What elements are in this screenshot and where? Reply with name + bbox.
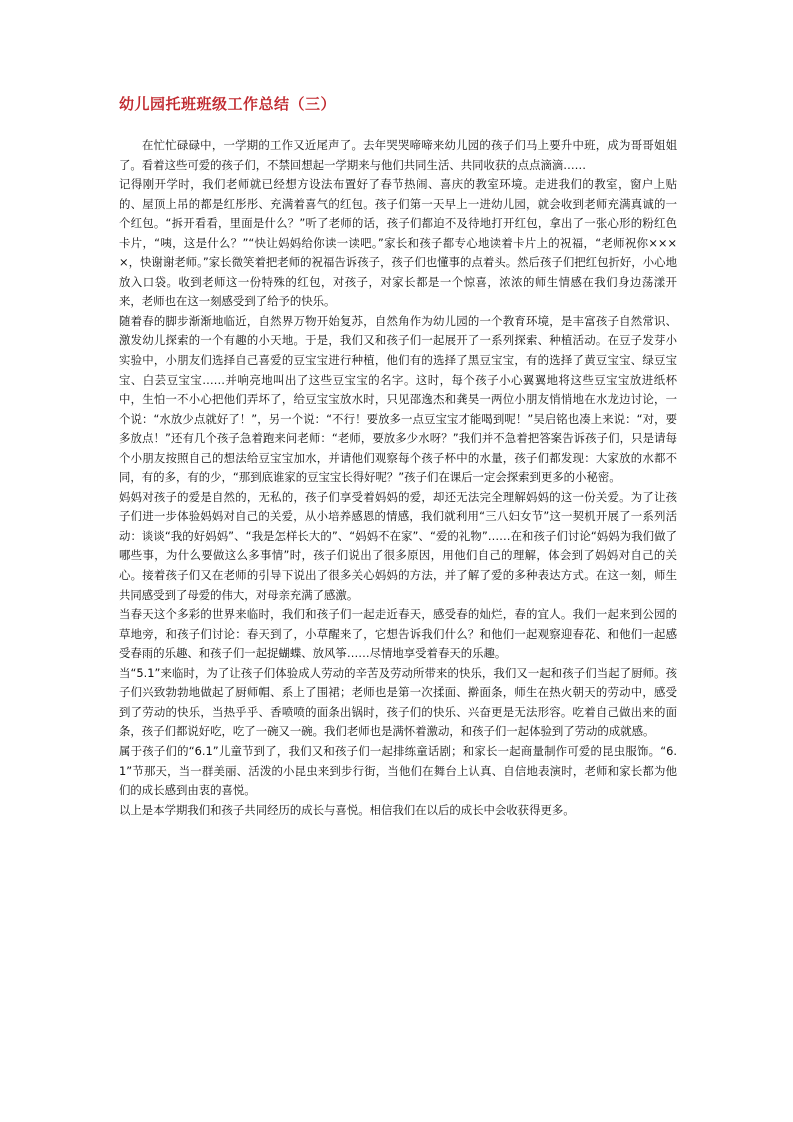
paragraph-mothers-love: 妈妈对孩子的爱是自然的，无私的，孩子们享受着妈妈的爱，却还无法完全理解妈妈的这一份关爱。为了让孩子们进一步体验妈妈对自己的关爱，从小培养感恩的情感，我们就利用“三八妇女节”这一契机开展了一系列活动：谈谈“我的好妈妈”、“我是怎样长大的”、“妈妈不在家”、“爱的礼物”……在和孩子们讨论“妈妈为我们做了哪些事，为什么要做这么多事情”时，孩子们说出了很多原因，用他们自己的理解，体会到了妈妈对自己的关心。接着孩子们又在老师的引导下说出了很多关心妈妈的方法，并了解了爱的多种表达方式。在这一刻，师生共同感受到了母爱的伟大，对母亲充满了感激。 xyxy=(119,489,677,602)
paragraph-spring: 当春天这个多彩的世界来临时，我们和孩子们一起走近春天，感受春的灿烂，春的宜人。我们一起来到公园的草地旁，和孩子们讨论：春天到了，小草醒来了，它想告诉我们什么？和他们一起观察迎春花、和他们一起感受春雨的乐趣、和孩子们一起捉蝴蝶、放风筝……尽情地享受着春天的乐趣。 xyxy=(119,607,677,661)
paragraph-labor-day: 当“5.1”来临时，为了让孩子们体验成人劳动的辛苦及劳动所带来的快乐，我们又一起和孩子们当起了厨师。孩子们兴致勃勃地做起了厨师帽、系上了围裙；老师也是第一次揉面、擀面条，师生在热火朝天的劳动中，感受到了劳动的快乐，当热乎乎、香喷喷的面条出锅时，孩子们的快乐、兴奋更是无法形容。吃着自己做出来的面条，孩子们都说好吃，吃了一碗又一碗。我们老师也是满怀着激动，和孩子们一起体验到了劳动的成就感。 xyxy=(119,665,677,739)
paragraph-intro: 在忙忙碌碌中，一学期的工作又近尾声了。去年哭哭啼啼来幼儿园的孩子们马上要升中班，成为哥哥姐姐了。看着这些可爱的孩子们，不禁回想起一学期来与他们共同生活、共同收获的点点滴滴…… xyxy=(119,138,677,172)
paragraph-conclusion: 以上是本学期我们和孩子共同经历的成长与喜悦。相信我们在以后的成长中会收获得更多。 xyxy=(119,802,575,817)
paragraph-red-envelope: 记得刚开学时，我们老师就已经想方设法布置好了春节热闹、喜庆的教室环境。走进我们的教室，窗户上贴的、屋顶上吊的都是红彤彤、充满着喜气的红包。孩子们第一天早上一进幼儿园，就会收到老师充满真诚的一个红包。“拆开看看，里面是什么？”听了老师的话，孩子们都迫不及待地打开红包，拿出了一张心形的粉红色卡片，“咦，这是什么？”“快让妈妈给你读一读吧。”家长和孩子都专心地读着卡片上的祝福，“老师祝你××××，快谢谢老师。”家长微笑着把老师的祝福告诉孩子，孩子们也懂事的点着头。然后孩子们把红包折好，小心地放入口袋。收到老师这一份特殊的红包，对孩子，对家长都是一个惊喜，浓浓的师生情感在我们身边荡漾开来，老师也在这一刻感受到了给予的快乐。 xyxy=(119,177,677,309)
paragraph-bean-planting: 随着春的脚步渐渐地临近，自然界万物开始复苏，自然角作为幼儿园的一个教育环境，是丰富孩子自然常识、激发幼儿探索的一个有趣的小天地。于是，我们又和孩子们一起展开了一系列探索、种植活动。在豆子发芽小实验中，小朋友们选择自己喜爱的豆宝宝进行种植，他们有的选择了黑豆宝宝，有的选择了黄豆宝宝、绿豆宝宝、白芸豆宝宝……并响亮地叫出了这些豆宝宝的名字。这时，每个孩子小心翼翼地将这些豆宝宝放进纸杯中，生怕一不小心把他们弄坏了，给豆宝宝放水时，只见邵逸杰和龚昊一两位小朋友悄悄地在水龙边讨论，一个说：“水放少点就好了！”，另一个说：“不行！要放多一点豆宝宝才能喝到呢！”吴启铭也凑上来说：“对，要多放点！”还有几个孩子急着跑来问老师：“老师，要放多少水呀？”我们并不急着把答案告诉孩子们，只是请每个小朋友按照自己的想法给豆宝宝加水，并请他们观察每个孩子杯中的水量，孩子们都发现：大家放的水都不同，有的多，有的少，“那到底谁家的豆宝宝长得好呢？”孩子们在课后一定会探索到更多的小秘密。 xyxy=(119,313,677,485)
document-title: 幼儿园托班班级工作总结（三） xyxy=(119,95,337,113)
document-body xyxy=(119,136,677,820)
paragraph-childrens-day: 属于孩子们的“6.1”儿童节到了，我们又和孩子们一起排练童话剧；和家长一起商量制作可爱的昆虫服饰。“6.1”节那天，当一群美丽、活泼的小昆虫来到步行街，当他们在舞台上认真、自信地表演时，老师和家长都为他们的成长感到由衷的喜悦。 xyxy=(119,743,677,798)
